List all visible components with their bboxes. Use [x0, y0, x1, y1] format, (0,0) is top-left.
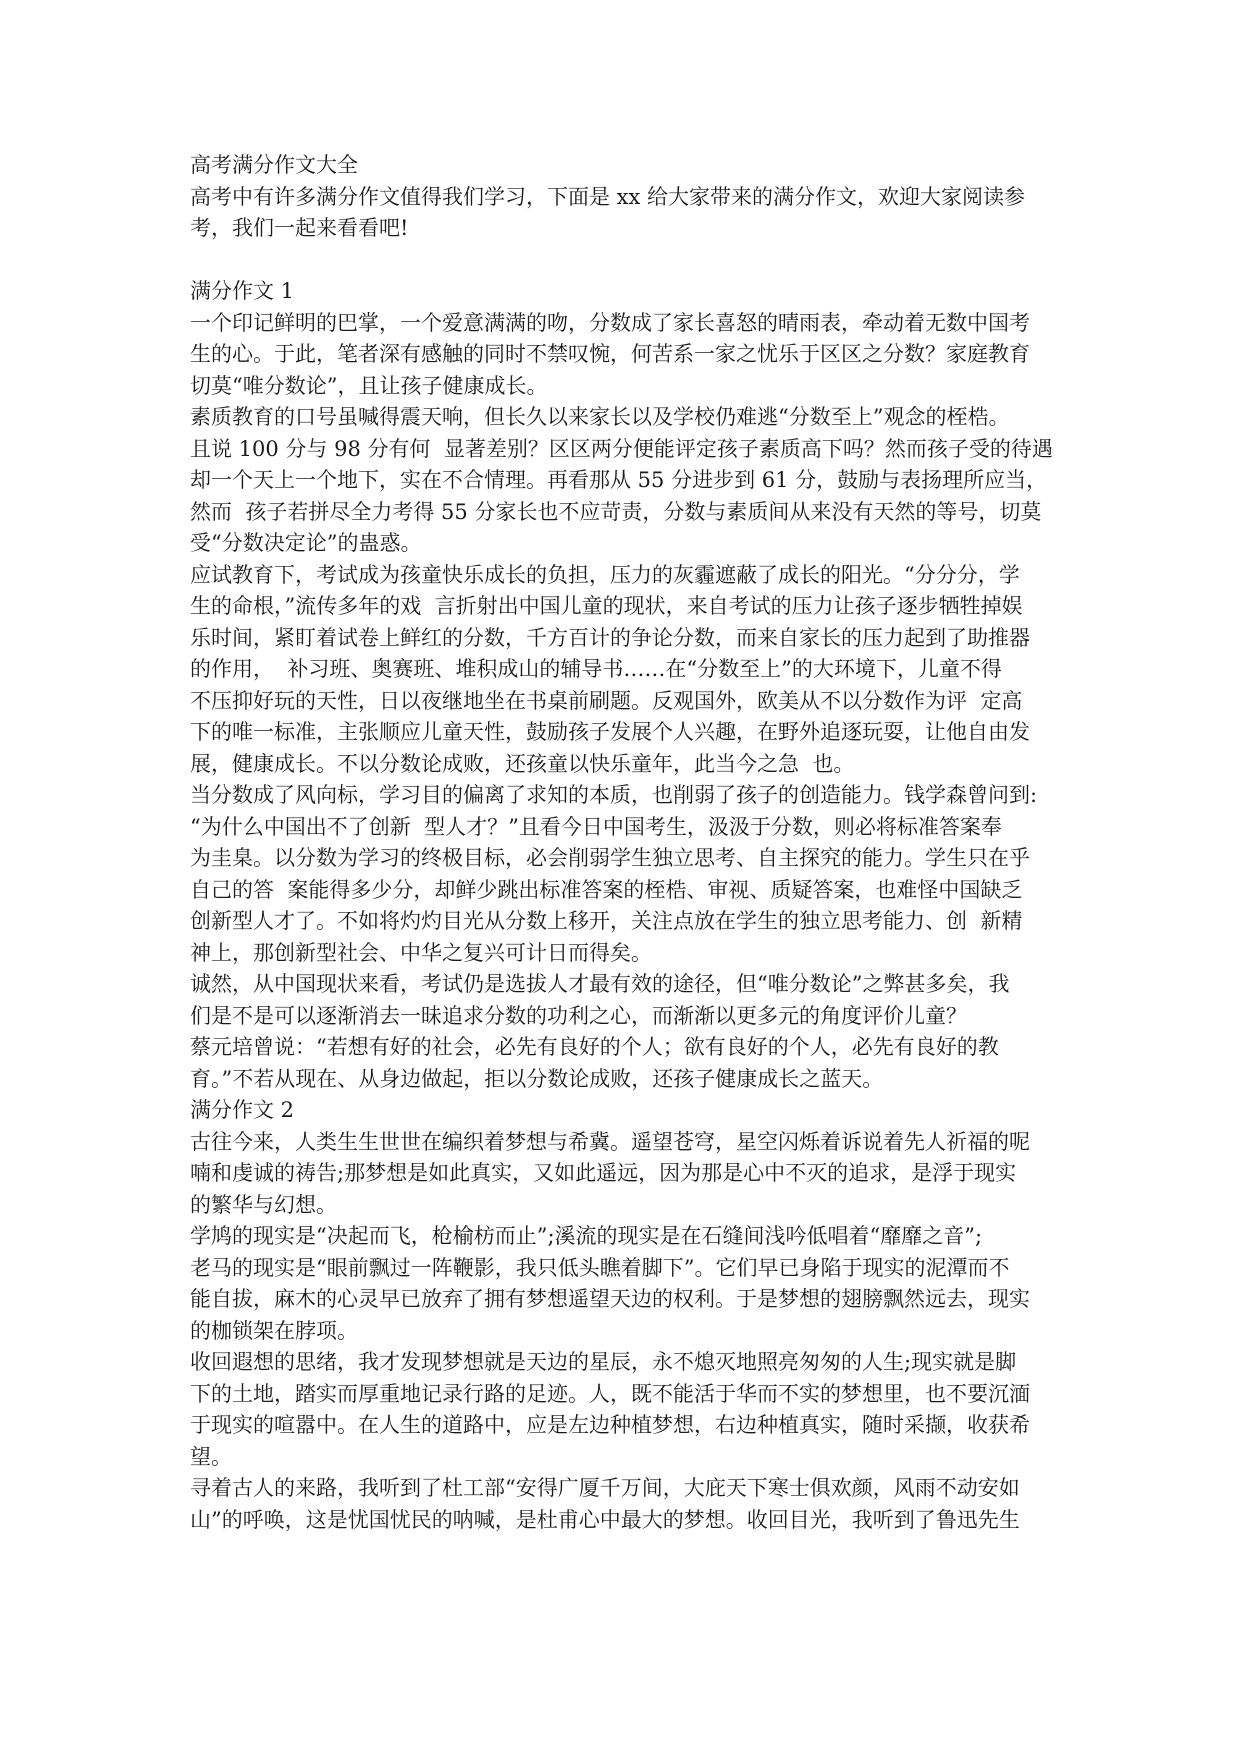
essay-line: 收回遐想的思绪，我才发现梦想就是天边的星辰，永不熄灭地照亮匆匆的人生;现实就是脚 [190, 1350, 1017, 1374]
essay-line: 乐时间，紧盯着试卷上鲜红的分数，千方百计的争论分数，而来自家长的压力起到了助推器 [190, 625, 1030, 650]
essay-line: 诚然，从中国现状来看，考试仍是选拔人才最有效的途径，但“唯分数论”之弊甚多矣，我 [190, 972, 1010, 996]
essay-1-heading: 满分作文 1 [190, 279, 295, 303]
essay-line: “为什么中国出不了创新 型人才？”且看今日中国考生，汲汲于分数，则必将标准答案奉 [190, 814, 1002, 839]
essay-line: 于现实的喧嚣中。在人生的道路中，应是左边种植梦想，右边种植真实，随时采撷，收获希 [190, 1413, 1030, 1437]
essay-line: 的繁华与幻想。 [190, 1192, 337, 1217]
intro-line: 考，我们一起来看看吧! [190, 216, 409, 240]
essay-line: 展，健康成长。不以分数论成败，还孩童以快乐童年，此当今之急 也。 [190, 751, 855, 776]
essay-line: 能自拔，麻木的心灵早已放弃了拥有梦想遥望天边的权利。于是梦想的翅膀飘然远去，现实 [190, 1287, 1030, 1311]
essay-line: 山”的呼唤，这是忧国忧民的呐喊，是杜甫心中最大的梦想。收回目光，我听到了鲁迅先生 [190, 1507, 1020, 1532]
essay-line: 下的土地，踏实而厚重地记录行路的足迹。人，既不能活于华而不实的梦想里，也不要沉湎 [190, 1381, 1030, 1406]
essay-line: 寻着古人的来路，我听到了杜工部“安得广厦千万间，大庇天下寒士俱欢颜，风雨不动安如 [190, 1476, 1020, 1500]
essay-line: 蔡元培曾说：“若想有好的社会，必先有良好的个人；欲有良好的个人，必先有良好的教 [190, 1035, 999, 1059]
essay-line: 却一个天上一个地下，实在不合情理。再看那从 55 分进步到 61 分，鼓励与表扬理所应当， [190, 468, 1048, 492]
essay-line: 且说 100 分与 98 分有何 显著差别？区区两分便能评定孩子素质高下吗？然而孩子受的待遇 [190, 436, 1053, 461]
essay-line: 生的命根，”流传多年的戏 言折射出中国儿童的现状，来自考试的压力让孩子逐步牺牲掉娱 [190, 594, 1023, 618]
essay-line: 望。 [190, 1444, 232, 1469]
essay-line: 自己的答 案能得多少分，却鲜少跳出标准答案的桎梏、审视、质疑答案，也难怪中国缺乏 [190, 877, 1023, 902]
essay-line: 的作用， 补习班、奥赛班、堆积成山的辅导书……在“分数至上”的大环境下，儿童不得 [190, 657, 1002, 681]
blank-line [190, 245, 1058, 277]
essay-line: 应试教育下，考试成为孩童快乐成长的负担，压力的灰霾遮蔽了成长的阳光。“分分分，学 [190, 562, 1020, 587]
essay-line: 老马的现实是“眼前飘过一阵鞭影，我只低头瞧着脚下”。它们早已身陷于现实的泥潭而不 [190, 1255, 1010, 1280]
essay-line: 受“分数决定论”的蛊惑。 [190, 531, 422, 555]
intro-line: 高考中有许多满分作文值得我们学习，下面是 xx 给大家带来的满分作文，欢迎大家阅读参 [190, 184, 1026, 209]
document-page [190, 150, 1058, 1536]
essay-line: 生的心。于此，笔者深有感触的同时不禁叹惋，何苦系一家之忧乐于区区之分数？家庭教育 [190, 342, 1030, 366]
essay-line: 古往今来，人类生生世世在编织着梦想与希冀。遥望苍穹，星空闪烁着诉说着先人祈福的呢 [190, 1129, 1030, 1154]
essay-line: 素质教育的口号虽喊得震天响，但长久以来家长以及学校仍难逃“分数至上”观念的桎梏。 [190, 405, 1010, 429]
essay-line: 不压抑好玩的天性，日以夜继地坐在书桌前刷题。反观国外，欧美从不以分数作为评 定高 [190, 688, 1023, 713]
essay-line: 当分数成了风向标，学习目的偏离了求知的本质，也削弱了孩子的创造能力。钱学森曾问到: [190, 783, 1038, 807]
intro-paragraph [190, 182, 1058, 245]
essay-2-heading: 满分作文 2 [190, 1098, 295, 1122]
essay-line: 喃和虔诚的祷告;那梦想是如此真实，又如此遥远，因为那是心中不灭的追求，是浮于现实 [190, 1161, 1017, 1185]
essay-line: 为圭臬。以分数为学习的终极目标，必会削弱学生独立思考、自主探究的能力。学生只在乎 [190, 846, 1030, 870]
essay-line: 切莫“唯分数论”，且让孩子健康成长。 [190, 373, 548, 398]
essay-line: 的枷锁架在脖项。 [190, 1318, 358, 1343]
document-title: 高考满分作文大全 [190, 153, 358, 177]
essay-line: 然而 孩子若拼尽全力考得 55 分家长也不应苛责，分数与素质间从来没有天然的等号，切莫 [190, 499, 1042, 524]
essay-line: 学鸠的现实是“决起而飞，枪榆枋而止”;溪流的现实是在石缝间浅吟低唱着“靡靡之音”; [190, 1224, 983, 1248]
essay-line: 一个印记鲜明的巴掌，一个爱意满满的吻，分数成了家长喜怒的晴雨表，牵动着无数中国考 [190, 310, 1030, 335]
essay-line: 神上，那创新型社会、中华之复兴可计日而得矣。 [190, 940, 652, 965]
essay-line: 创新型人才了。不如将灼灼目光从分数上移开，关注点放在学生的独立思考能力、创 新精 [190, 909, 1023, 933]
essay-line: 育。”不若从现在、从身边做起，拒以分数论成败，还孩子健康成长之蓝天。 [190, 1066, 884, 1091]
essay-1-body [190, 308, 1058, 1096]
essay-line: 们是不是可以逐渐消去一昧追求分数的功利之心，而渐渐以更多元的角度评价儿童？ [190, 1003, 967, 1028]
essay-line: 下的唯一标准，主张顺应儿童天性，鼓励孩子发展个人兴趣，在野外追逐玩耍，让他自由发 [190, 720, 1030, 744]
essay-2-body [190, 1127, 1058, 1537]
